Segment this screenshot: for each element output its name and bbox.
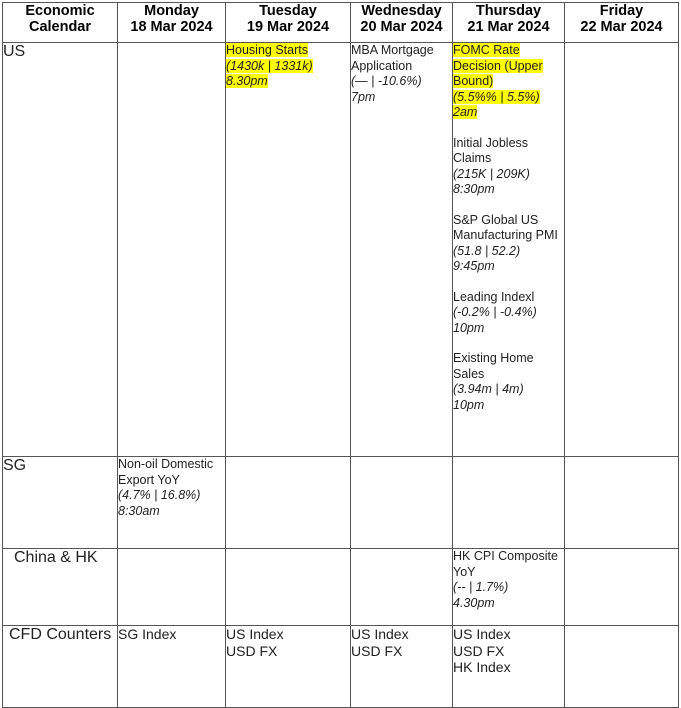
event-values: (— | -10.6%) bbox=[351, 74, 422, 88]
cell-us-friday bbox=[565, 43, 679, 457]
day-name: Tuesday bbox=[259, 3, 317, 19]
counter-item: US Index bbox=[453, 626, 511, 642]
event-values: (3.94m | 4m) bbox=[453, 382, 524, 396]
day-name: Wednesday bbox=[361, 3, 442, 19]
cell-cfd-thursday bbox=[453, 626, 565, 708]
event-non-oil-export bbox=[118, 457, 225, 519]
day-date: 19 Mar 2024 bbox=[246, 19, 330, 35]
day-header-monday bbox=[118, 3, 226, 43]
event-time: 10pm bbox=[453, 320, 485, 335]
counter-item: SG Index bbox=[118, 626, 177, 642]
header-row bbox=[3, 3, 679, 43]
counter-item: USD FX bbox=[226, 642, 278, 659]
cell-us-monday bbox=[118, 43, 226, 457]
event-leading-index bbox=[453, 290, 564, 337]
day-header-thursday bbox=[453, 3, 565, 43]
day-header-wednesday bbox=[351, 3, 453, 43]
day-name: Thursday bbox=[475, 3, 542, 19]
event-values: (51.8 | 52.2) bbox=[453, 243, 521, 258]
cell-sg-tuesday bbox=[226, 457, 351, 549]
cell-chinahk-tuesday bbox=[226, 549, 351, 626]
region-label-us: US bbox=[3, 43, 118, 457]
row-sg bbox=[3, 457, 679, 549]
event-time: 9:45pm bbox=[453, 259, 495, 273]
event-name: HK CPI Composite YoY bbox=[453, 549, 558, 579]
event-time: 7pm bbox=[351, 89, 376, 104]
event-time: 8.30pm bbox=[226, 74, 268, 88]
day-header-friday bbox=[565, 3, 679, 43]
cell-cfd-friday bbox=[565, 626, 679, 708]
event-values: (1430k | 1331k) bbox=[226, 58, 313, 73]
event-time: 8:30pm bbox=[453, 182, 495, 196]
cell-sg-thursday bbox=[453, 457, 565, 549]
counter-item: US Index bbox=[351, 626, 409, 642]
event-time: 10pm bbox=[453, 397, 485, 412]
event-existing-home-sales bbox=[453, 351, 564, 413]
cell-cfd-monday bbox=[118, 626, 226, 708]
cell-chinahk-monday bbox=[118, 549, 226, 626]
region-label-cfd: CFD Counters bbox=[3, 626, 118, 708]
day-date: 21 Mar 2024 bbox=[467, 19, 550, 35]
counter-item: USD FX bbox=[351, 642, 403, 659]
day-date: 20 Mar 2024 bbox=[360, 19, 443, 35]
region-label-china-hk: China & HK bbox=[3, 549, 118, 626]
cell-cfd-wednesday bbox=[351, 626, 453, 708]
corner-header: Economic Calendar bbox=[3, 3, 118, 43]
event-name: MBA Mortgage Application bbox=[351, 43, 434, 73]
cell-us-thursday bbox=[453, 43, 565, 457]
event-hk-cpi bbox=[453, 549, 564, 611]
event-name: Existing Home Sales bbox=[453, 351, 534, 381]
event-name: S&P Global US Manufacturing PMI bbox=[453, 212, 558, 242]
event-time: 4.30pm bbox=[453, 595, 495, 610]
day-header-tuesday bbox=[226, 3, 351, 43]
event-name: Non-oil Domestic Export YoY bbox=[118, 457, 214, 487]
day-name: Monday bbox=[144, 3, 199, 19]
event-name: FOMC Rate Decision (Upper Bound) bbox=[453, 43, 543, 88]
event-housing-starts bbox=[226, 43, 350, 90]
counter-item: HK Index bbox=[453, 659, 511, 675]
event-initial-jobless-claims bbox=[453, 136, 564, 198]
cell-cfd-tuesday bbox=[226, 626, 351, 708]
economic-calendar-table bbox=[2, 2, 679, 708]
event-values: (4.7% | 16.8%) bbox=[118, 488, 201, 502]
cell-chinahk-friday bbox=[565, 549, 679, 626]
event-time: 8:30am bbox=[118, 503, 160, 518]
cell-sg-monday bbox=[118, 457, 226, 549]
event-values: (215K | 209K) bbox=[453, 166, 530, 181]
region-label-sg: SG bbox=[3, 457, 118, 549]
cell-sg-friday bbox=[565, 457, 679, 549]
event-fomc-rate bbox=[453, 43, 564, 121]
cell-sg-wednesday bbox=[351, 457, 453, 549]
event-name: Initial Jobless Claims bbox=[453, 135, 529, 165]
cell-us-tuesday bbox=[226, 43, 351, 457]
day-name: Friday bbox=[599, 3, 644, 19]
counter-item: US Index bbox=[226, 626, 284, 642]
event-name: Housing Starts bbox=[226, 43, 308, 57]
event-mba-mortgage bbox=[351, 43, 452, 105]
row-china-hk bbox=[3, 549, 679, 626]
event-values: (-- | 1.7%) bbox=[453, 580, 509, 594]
day-date: 18 Mar 2024 bbox=[130, 19, 213, 35]
day-date: 22 Mar 2024 bbox=[580, 19, 663, 35]
cell-us-wednesday bbox=[351, 43, 453, 457]
event-sp-global-pmi bbox=[453, 213, 564, 275]
cell-chinahk-thursday bbox=[453, 549, 565, 626]
row-us bbox=[3, 43, 679, 457]
counter-item: USD FX bbox=[453, 642, 505, 659]
event-values: (5.5%% | 5.5%) bbox=[453, 89, 540, 104]
cell-chinahk-wednesday bbox=[351, 549, 453, 626]
event-name: Leading Indexl bbox=[453, 289, 535, 304]
event-values: (-0.2% | -0.4%) bbox=[453, 305, 537, 319]
row-cfd-counters bbox=[3, 626, 679, 708]
event-time: 2am bbox=[453, 105, 478, 119]
